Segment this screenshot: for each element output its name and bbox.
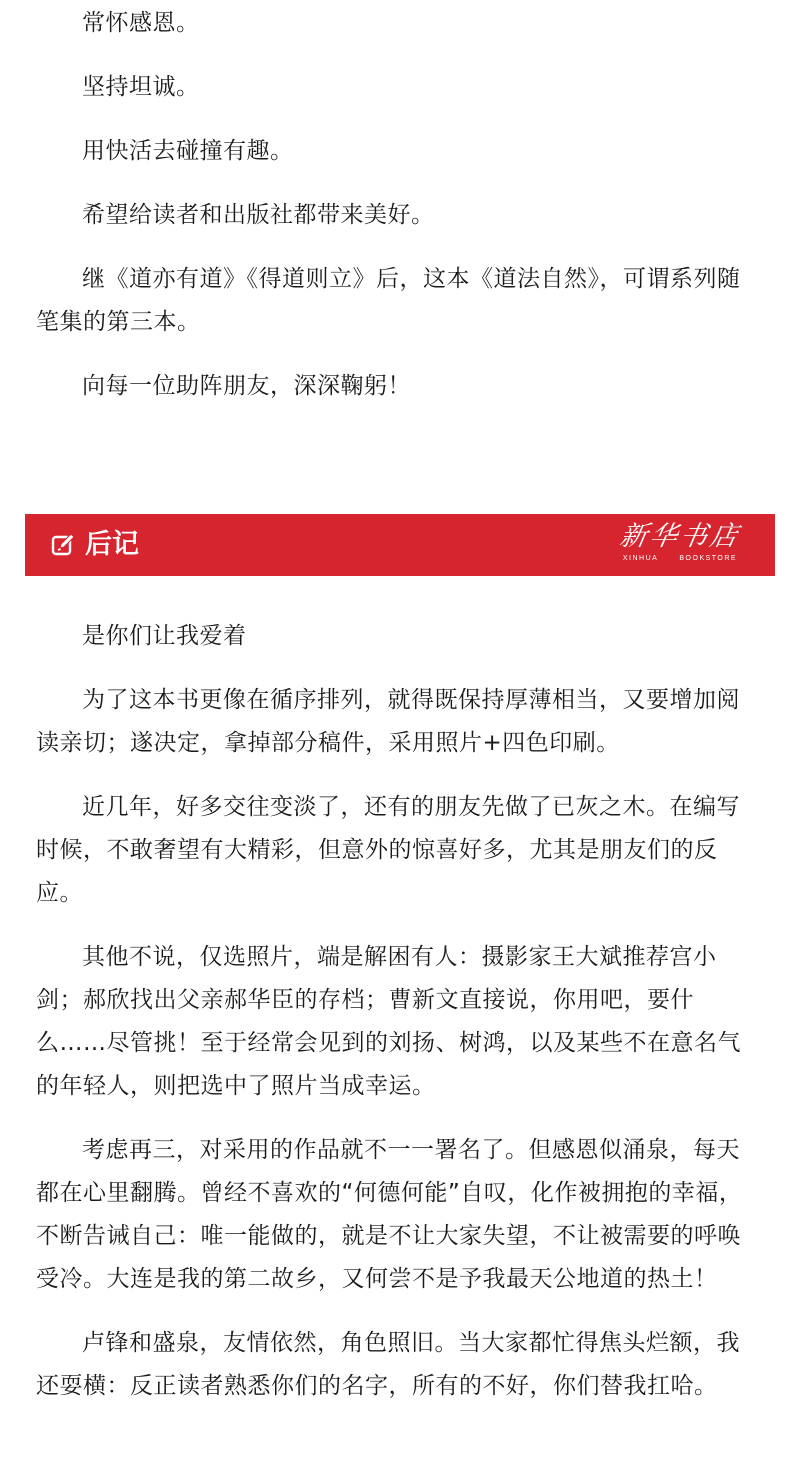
paragraph: 继《道亦有道》《得道则立》后，这本《道法自然》，可谓系列随笔集的第三本。: [36, 266, 741, 335]
paragraph: 向每一位助阵朋友，深深鞠躬！: [82, 373, 411, 399]
banner-title: 后记: [85, 529, 139, 560]
logo-chinese-text: 新华书店: [617, 521, 743, 552]
edit-icon: [51, 533, 75, 557]
paragraph: 其他不说，仅选照片，端是解困有人：摄影家王大斌推荐宫小剑；郝欣找出父亲郝华臣的存档；曹新文直接说，你用吧，要什么……尽管挑！至于经常会见到的刘扬、树鸿，以及某些不在意名气的年轻人，则把选中了照片当成幸运。: [36, 944, 741, 1099]
top-text-section: [36, 0, 760, 408]
paragraph: 希望给读者和出版社都带来美好。: [82, 202, 435, 228]
paragraph-heading: 是你们让我爱着: [82, 623, 247, 649]
xinhua-bookstore-logo: [615, 520, 745, 570]
paragraph: 为了这本书更像在循序排列，就得既保持厚薄相当，又要增加阅读亲切；遂决定，拿掉部分稿件，采用照片+四色印刷。: [36, 687, 740, 756]
paragraph: 考虑再三，对采用的作品就不一一署名了。但感恩似涌泉，每天都在心里翻腾。曾经不喜欢的“何德何能”自叹，化作被拥抱的幸福，不断告诫自己：唯一能做的，就是不让大家失望，不让被需要的呼唤受冷。大连是我的第二故乡，又何尝不是予我最天公地道的热土！: [36, 1137, 743, 1292]
paragraph: 坚持坦诚。: [82, 74, 200, 100]
paragraph: 近几年，好多交往变淡了，还有的朋友先做了已灰之木。在编写时候，不敢奢望有大精彩，但意外的惊喜好多，尤其是朋友们的反应。: [36, 794, 740, 906]
paragraph: 用快活去碰撞有趣。: [82, 138, 294, 164]
paragraph: 卢锋和盛泉，友情依然，角色照旧。当大家都忙得焦头烂额，我还耍横：反正读者熟悉你们的名字，所有的不好，你们替我扛哈。: [36, 1330, 740, 1399]
logo-english-text: XINHUA BOOKSTORE: [622, 555, 738, 562]
afterword-body: [36, 615, 760, 1408]
afterword-banner: [25, 514, 775, 576]
paragraph: 常怀感恩。: [82, 10, 200, 36]
